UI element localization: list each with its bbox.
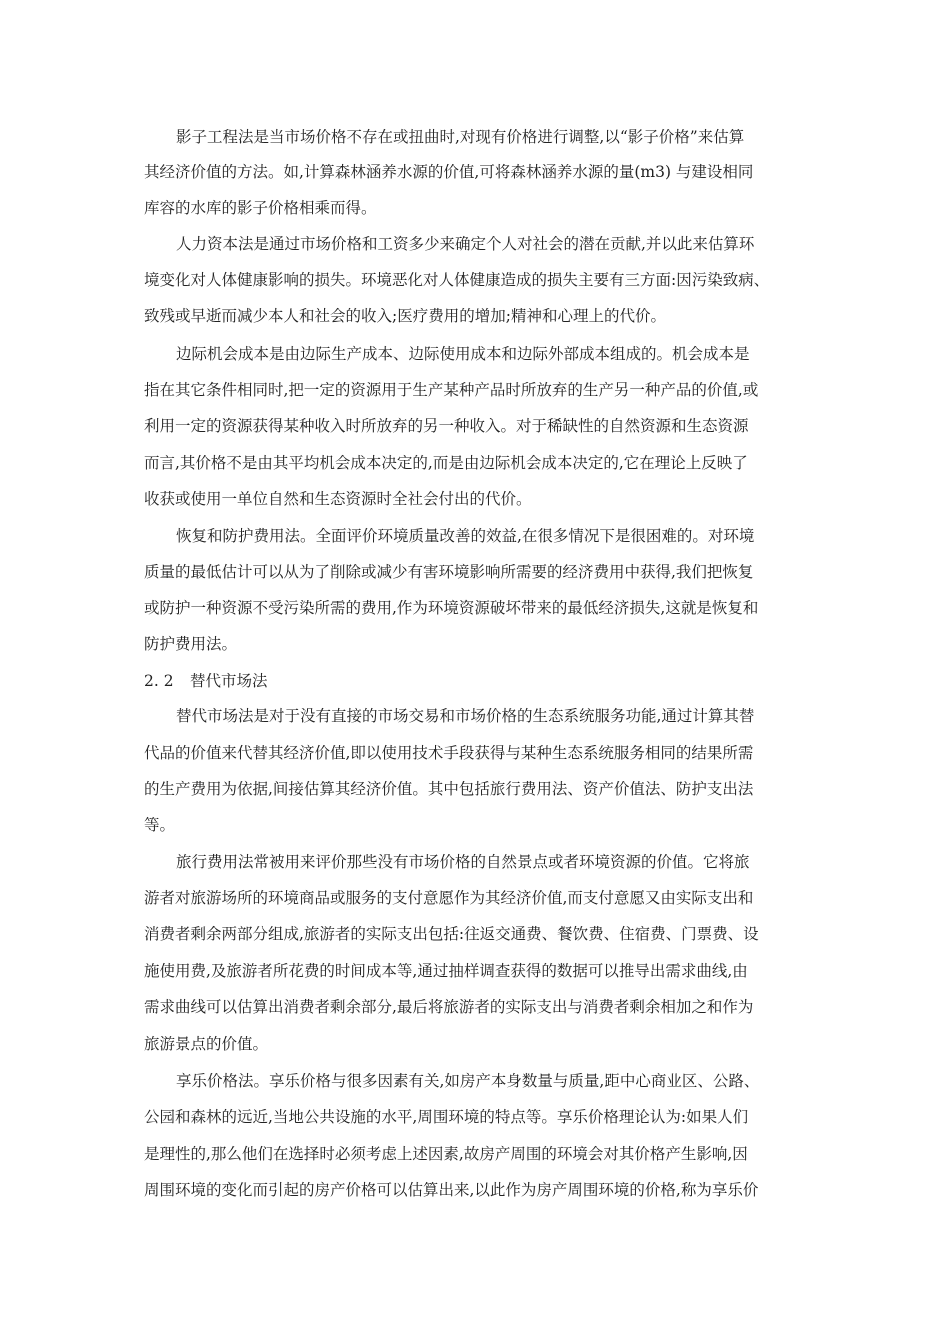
paragraph-6-line-5: 需求曲线可以估算出消费者剩余部分,最后将旅游者的实际支出与消费者剩余相加之和作为 [144,998,754,1016]
paragraph-2-line-3: 致残或早逝而减少本人和社会的收入;医疗费用的增加;精神和心理上的代价。 [144,307,666,325]
paragraph-5-line-1: 替代市场法是对于没有直接的市场交易和市场价格的生态系统服务功能,通过计算其替 [176,707,755,725]
paragraph-6-line-4: 施使用费,及旅游者所花费的时间成本等,通过抽样调查获得的数据可以推导出需求曲线,由 [144,962,748,980]
paragraph-5-line-2: 代品的价值来代替其经济价值,即以使用技术手段获得与某种生态系统服务相同的结果所需 [144,744,754,762]
paragraph-6-line-3: 消费者剩余两部分组成,旅游者的实际支出包括:往返交通费、餐饮费、住宿费、门票费、设 [144,925,759,943]
paragraph-4-line-2: 质量的最低估计可以从为了削除或减少有害环境影响所需要的经济费用中获得,我们把恢复 [144,563,754,581]
paragraph-3-line-5: 收获或使用一单位自然和生态资源时全社会付出的代价。 [144,490,532,508]
paragraph-3-line-2: 指在其它条件相同时,把一定的资源用于生产某种产品时所放弃的生产另一种产品的价值,或 [144,381,759,399]
paragraph-7-line-2: 公园和森林的远近,当地公共设施的水平,周围环境的特点等。享乐价格理论认为:如果人们 [144,1108,749,1126]
paragraph-3-line-3: 利用一定的资源获得某种收入时所放弃的另一种收入。对于稀缺性的自然资源和生态资源 [144,417,749,435]
paragraph-1-line-2: 其经济价值的方法。如,计算森林涵养水源的价值,可将森林涵养水源的量(m3) 与建设相同 [144,163,754,181]
paragraph-2-line-2: 境变化对人体健康影响的损失。环境恶化对人体健康造成的损失主要有三方面:因污染致病、 [144,271,770,289]
paragraph-3-line-4: 而言,其价格不是由其平均机会成本决定的,而是由边际机会成本决定的,它在理论上反映了 [144,454,748,472]
paragraph-5-line-3: 的生产费用为依据,间接估算其经济价值。其中包括旅行费用法、资产价值法、防护支出法 [144,780,754,798]
paragraph-7-line-3: 是理性的,那么他们在选择时必须考虑上述因素,故房产周围的环境会对其价格产生影响,因 [144,1145,748,1163]
paragraph-3-line-1: 边际机会成本是由边际生产成本、边际使用成本和边际外部成本组成的。机会成本是 [176,345,750,363]
section-number: 2. 2 [144,672,174,690]
paragraph-4-line-4: 防护费用法。 [144,635,238,653]
paragraph-1-line-3: 库容的水库的影子价格相乘而得。 [144,199,377,217]
paragraph-5-line-4: 等。 [144,816,176,834]
section-heading [144,666,268,696]
paragraph-4-line-1: 恢复和防护费用法。全面评价环境质量改善的效益,在很多情况下是很困难的。对环境 [176,527,755,545]
paragraph-1-line-1: 影子工程法是当市场价格不存在或扭曲时,对现有价格进行调整,以“影子价格”来估算 [176,128,745,146]
paragraph-6-line-2: 游者对旅游场所的环境商品或服务的支付意愿作为其经济价值,而支付意愿又由实际支出和 [144,889,754,907]
paragraph-6-line-1: 旅行费用法常被用来评价那些没有市场价格的自然景点或者环境资源的价值。它将旅 [176,853,750,871]
paragraph-6-line-6: 旅游景点的价值。 [144,1035,269,1053]
paragraph-2-line-1: 人力资本法是通过市场价格和工资多少来确定个人对社会的潜在贡献,并以此来估算环 [176,235,755,253]
paragraph-7-line-4: 周围环境的变化而引起的房产价格可以估算出来,以此作为房产周围环境的价格,称为享乐价 [144,1181,759,1199]
section-title: 替代市场法 [190,672,268,690]
paragraph-4-line-3: 或防护一种资源不受污染所需的费用,作为环境资源破坏带来的最低经济损失,这就是恢复和 [144,599,759,617]
paragraph-7-line-1: 享乐价格法。享乐价格与很多因素有关,如房产本身数量与质量,距中心商业区、公路、 [176,1072,760,1090]
